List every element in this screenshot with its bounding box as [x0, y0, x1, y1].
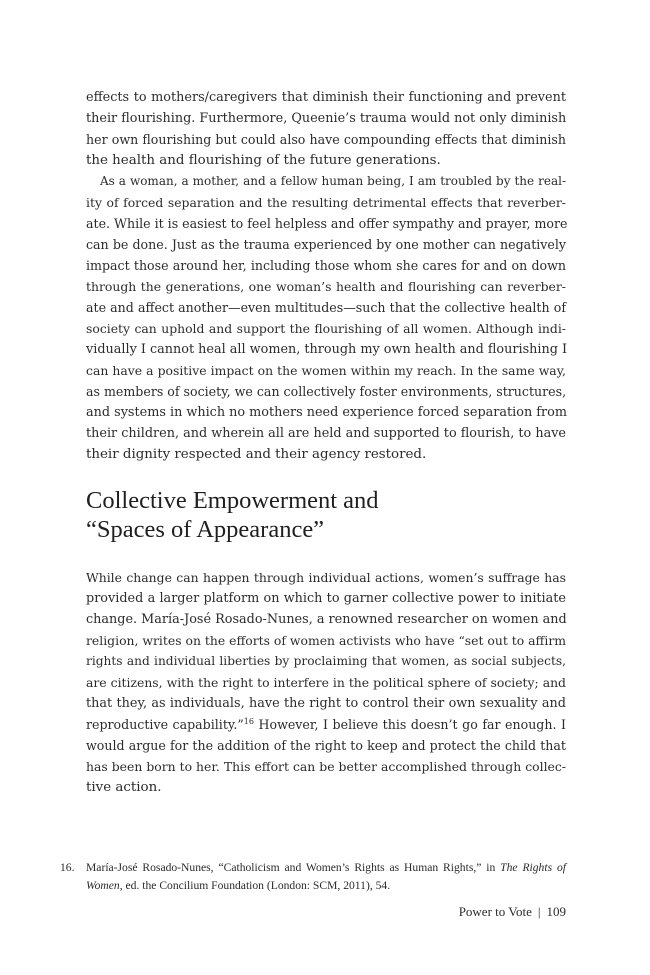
body-line: effects to mothers/caregivers that diminish their functioning and prevent: [86, 90, 566, 105]
footnote-title: Women: [86, 879, 120, 892]
body-line: As a woman, a mother, and a fellow human being, I am troubled by the real-: [100, 174, 566, 188]
footer-separator: |: [537, 904, 541, 919]
section-heading-line: Collective Empowerment and: [86, 487, 379, 514]
footnote-text: , ed. the Concilium Foundation (London: SCM, 2011), 54.: [119, 879, 391, 892]
body-text: reproductive capability.”: [86, 717, 244, 732]
body-line: provided a larger platform on which to garner collective power to initiate: [86, 591, 566, 606]
body-line: their flourishing. Furthermore, Queenie’s trauma would not only diminish: [86, 111, 567, 126]
footnote-line: [86, 877, 566, 894]
body-line: rights and individual liberties by proclaiming that women, as social subjects,: [86, 654, 566, 668]
body-line: their dignity respected and their agency restored.: [86, 447, 427, 462]
body-line: vidually I cannot heal all women, through my own health and flourishing I: [86, 342, 568, 357]
body-line: impact those around her, including those whom she cares for and on down: [86, 258, 566, 273]
body-line: religion, writes on the efforts of women activists who have “set out to affirm: [86, 633, 566, 648]
body-line: ate and affect another—even multitudes—such that the collective health of: [86, 300, 566, 315]
body-line: their children, and wherein all are held and supported to flourish, to have: [86, 426, 566, 441]
body-line: that they, as individuals, have the right to control their own sexuality and: [86, 696, 566, 711]
footnote-number: 16.: [60, 861, 75, 874]
body-line: society can uphold and support the flourishing of all women. Although indi-: [86, 321, 566, 336]
footnote-reference[interactable]: 16: [243, 716, 254, 726]
body-line: the health and flourishing of the future generations.: [86, 153, 441, 168]
body-line: tive action.: [86, 780, 162, 795]
body-line: as members of society, we can collectively foster environments, structures,: [86, 384, 567, 399]
footnote-title: The Rights of: [500, 861, 566, 874]
body-line: through the generations, one woman’s health and flourishing can reverber-: [86, 279, 566, 294]
body-line: change. María-José Rosado-Nunes, a renowned researcher on women and: [86, 612, 567, 627]
body-line: can be done. Just as the trauma experienced by one mother can negatively: [86, 237, 566, 252]
body-line: are citizens, with the right to interfere in the political sphere of society; and: [86, 675, 566, 690]
footnote-text: María-José Rosado-Nunes, “Catholicism and Women’s Rights as Human Rights,” in: [86, 861, 501, 874]
running-title: Power to Vote: [458, 904, 532, 919]
body-line: ity of forced separation and the resulting detrimental effects that reverber-: [86, 195, 566, 210]
page-number: 109: [546, 904, 566, 919]
running-footer: [459, 904, 566, 920]
section-heading-line: “Spaces of Appearance”: [86, 516, 325, 543]
body-line: her own flourishing but could also have compounding effects that diminish: [86, 132, 566, 147]
body-line: and systems in which no mothers need experience forced separation from: [86, 405, 567, 420]
body-line: While change can happen through individual actions, women’s suffrage has: [86, 570, 566, 585]
body-line: can have a positive impact on the women within my reach. In the same way,: [86, 363, 566, 378]
body-line: would argue for the addition of the right to keep and protect the child that: [86, 738, 566, 753]
footnote-line: [86, 859, 566, 876]
body-line: ate. While it is easiest to feel helpless and offer sympathy and prayer, more: [86, 216, 568, 231]
body-line-with-footnote: [86, 714, 566, 735]
body-text: However, I believe this doesn’t go far enough. I: [253, 717, 566, 732]
body-line: has been born to her. This effort can be better accomplished through collec-: [86, 759, 566, 774]
